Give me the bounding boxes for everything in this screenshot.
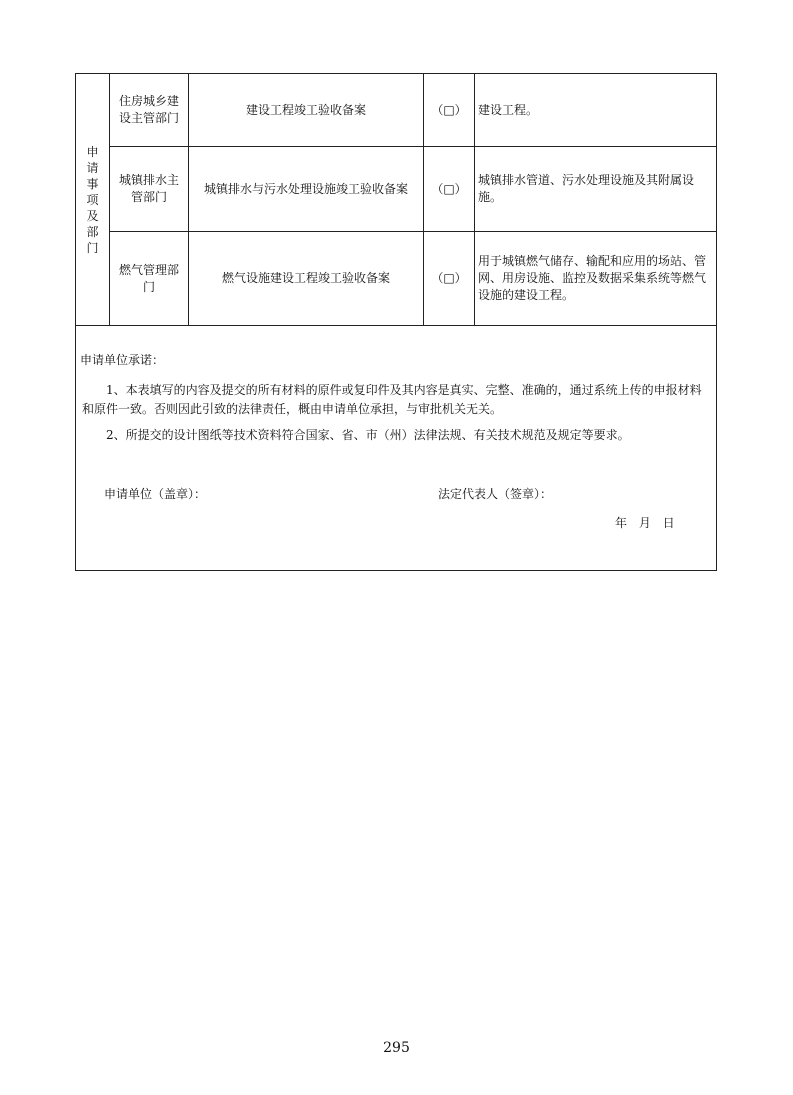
checkbox-marker[interactable]: （□） — [431, 102, 467, 117]
scope-text: 城镇排水管道、污水处理设施及其附属设施。 — [478, 173, 695, 204]
checkbox-cell[interactable] — [424, 147, 474, 231]
item-cell — [189, 147, 423, 231]
checkbox-cell[interactable] — [424, 232, 474, 325]
checkbox-marker[interactable]: （□） — [431, 181, 467, 196]
acceptance-record-form — [75, 73, 717, 571]
application-items-label: 申请事项及部门 — [86, 144, 99, 255]
department-name: 住房城乡建设主管部门 — [118, 94, 179, 125]
application-items-label-cell — [76, 74, 109, 325]
department-cell — [110, 147, 188, 231]
item-cell — [189, 74, 423, 146]
pledge-item-1: 1、本表填写的内容及提交的所有材料的原件或复印件及其内容是真实、完整、准确的，通过系统上传的申报材料和原件一致。否则因此引致的法律责任，概由申请单位承担，与审批机关无关。 — [82, 383, 702, 416]
item-name: 建设工程竣工验收备案 — [245, 102, 366, 117]
scope-cell — [475, 74, 716, 146]
department-name: 城镇排水主管部门 — [118, 173, 179, 204]
scope-cell — [475, 232, 716, 325]
page-number: 295 — [383, 1040, 410, 1056]
department-name: 燃气管理部门 — [118, 262, 179, 294]
department-cell — [110, 74, 188, 146]
department-cell — [110, 232, 188, 325]
scope-text: 用于城镇燃气储存、输配和应用的场站、管网、用房设施、监控及数据采集系统等燃气设施的建设工程。 — [478, 254, 707, 302]
table-row-divider — [76, 325, 716, 326]
applicant-seal-label: 申请单位（盖章）： — [104, 487, 207, 501]
signature-date: 年 月 日 — [615, 516, 675, 530]
legal-representative-label: 法定代表人（签章）： — [438, 487, 553, 501]
item-name: 燃气设施建设工程竣工验收备案 — [221, 271, 390, 285]
checkbox-marker[interactable]: （□） — [431, 271, 467, 285]
scope-cell — [475, 147, 716, 231]
pledge-title: 申请单位承诺： — [80, 353, 165, 367]
item-name: 城镇排水与污水处理设施竣工验收备案 — [203, 181, 408, 196]
pledge-item-2: 2、所提交的设计图纸等技术资料符合国家、省、市（州）法律法规、有关技术规范及规定等要求。 — [106, 428, 630, 442]
scope-text: 建设工程。 — [478, 102, 539, 117]
checkbox-cell[interactable] — [424, 74, 474, 146]
item-cell — [189, 232, 423, 325]
